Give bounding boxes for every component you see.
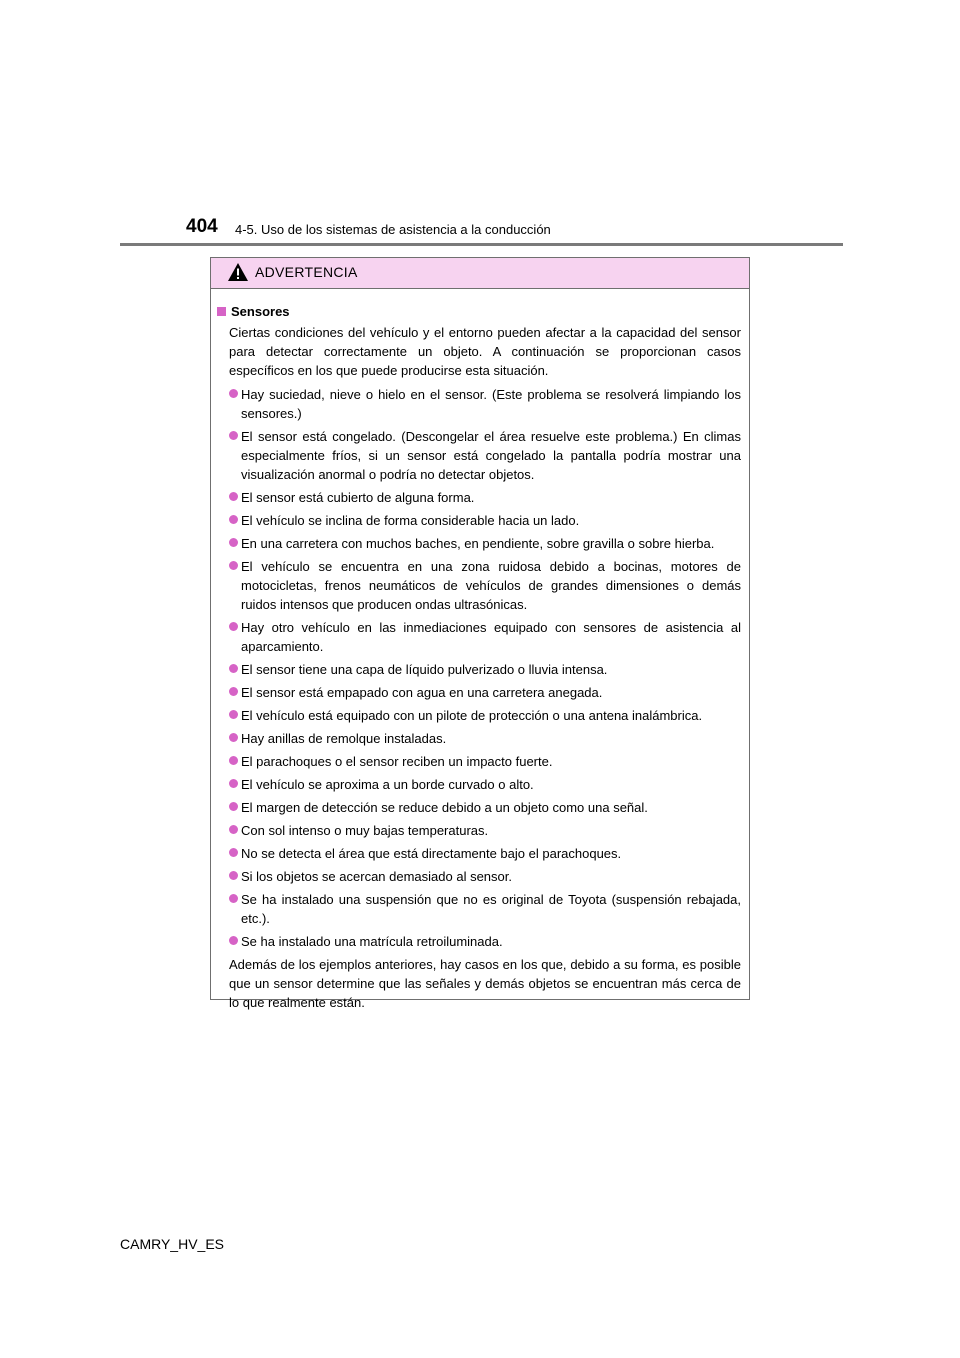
warning-header: [211, 258, 749, 289]
footer-code: CAMRY_HV_ES: [120, 1236, 225, 1252]
list-item-text: El vehículo se aproxima a un borde curvado o alto.: [241, 777, 534, 792]
round-bullet-icon: [229, 538, 238, 547]
list-item: [229, 488, 741, 507]
round-bullet-icon: [229, 710, 238, 719]
round-bullet-icon: [229, 687, 238, 696]
round-bullet-icon: [229, 431, 238, 440]
round-bullet-icon: [229, 515, 238, 524]
section-heading: [217, 302, 741, 321]
warning-box: [210, 257, 750, 1010]
list-item: [229, 385, 741, 423]
intro-paragraph: Ciertas condiciones del vehículo y el entorno pueden afectar a la capacidad del sensor para detectar correctamente un objeto. A continuación se proporcionan casos específicos en los que puede producirse esta situación.: [229, 325, 741, 378]
list-item-text: Si los objetos se acercan demasiado al sensor.: [241, 869, 512, 884]
round-bullet-icon: [229, 894, 238, 903]
list-item-text: El sensor está congelado. (Descongelar el área resuelve este problema.) En climas especialmente fríos, si un sensor está congelado la pantalla podría mostrar una visualización anormal o podría no detectar objetos.: [241, 429, 741, 482]
round-bullet-icon: [229, 389, 238, 398]
round-bullet-icon: [229, 733, 238, 742]
list-item-text: Hay anillas de remolque instaladas.: [241, 731, 447, 746]
list-item-text: Hay otro vehículo en las inmediaciones equipado con sensores de asistencia al aparcamiento.: [241, 620, 741, 654]
list-item: [229, 890, 741, 928]
list-item: [229, 798, 741, 817]
round-bullet-icon: [229, 756, 238, 765]
warning-body: [211, 289, 749, 1012]
list-item: [229, 427, 741, 484]
list-item: [229, 932, 741, 951]
closing-paragraph: Además de los ejemplos anteriores, hay casos en los que, debido a su forma, es posible que un sensor determine que las señales y demás objetos se encuentran más cerca de lo que realmente están.: [229, 957, 741, 1010]
list-item-text: El vehículo se encuentra en una zona ruidosa debido a bocinas, motores de motocicletas, frenos neumáticos de vehículos de grandes dimensiones o demás ruidos intensos que producen ondas ultrasónicas.: [241, 559, 741, 612]
list-item-text: Con sol intenso o muy bajas temperaturas.: [241, 823, 489, 838]
round-bullet-icon: [229, 492, 238, 501]
round-bullet-icon: [229, 936, 238, 945]
list-item-text: El parachoques o el sensor reciben un impacto fuerte.: [241, 754, 553, 769]
round-bullet-icon: [229, 802, 238, 811]
list-item-text: Se ha instalado una suspensión que no es original de Toyota (suspensión rebajada, etc.).: [241, 892, 741, 926]
list-item-text: El vehículo se inclina de forma considerable hacia un lado.: [241, 513, 580, 528]
list-item-text: El sensor está empapado con agua en una carretera anegada.: [241, 685, 603, 700]
list-item-text: El margen de detección se reduce debido a un objeto como una señal.: [241, 800, 648, 815]
warning-triangle-icon: [227, 262, 249, 282]
list-item-text: En una carretera con muchos baches, en pendiente, sobre gravilla o sobre hierba.: [241, 536, 715, 551]
round-bullet-icon: [229, 561, 238, 570]
list-item: [229, 511, 741, 530]
round-bullet-icon: [229, 871, 238, 880]
list-item: [229, 557, 741, 614]
list-item-text: El sensor tiene una capa de líquido pulverizado o lluvia intensa.: [241, 662, 608, 677]
warning-title: ADVERTENCIA: [255, 264, 358, 280]
round-bullet-icon: [229, 779, 238, 788]
list-item: [229, 683, 741, 702]
list-item: [229, 775, 741, 794]
round-bullet-icon: [229, 825, 238, 834]
list-item: [229, 706, 741, 725]
list-item-text: No se detecta el área que está directamente bajo el parachoques.: [241, 846, 622, 861]
header-rule: [120, 243, 843, 246]
square-bullet-icon: [217, 307, 226, 316]
condition-list: [217, 385, 741, 951]
list-item: [229, 729, 741, 748]
section-title: 4-5. Uso de los sistemas de asistencia a la conducción: [235, 222, 551, 237]
round-bullet-icon: [229, 664, 238, 673]
list-item-text: El vehículo está equipado con un pilote de protección o una antena inalámbrica.: [241, 708, 703, 723]
list-item-text: Hay suciedad, nieve o hielo en el sensor. (Este problema se resolverá limpiando los sensores.): [241, 387, 741, 421]
list-item: [229, 752, 741, 771]
list-item: [229, 534, 741, 553]
round-bullet-icon: [229, 848, 238, 857]
heading-text: Sensores: [231, 304, 290, 319]
round-bullet-icon: [229, 622, 238, 631]
list-item: [229, 618, 741, 656]
list-item-text: Se ha instalado una matrícula retroiluminada.: [241, 934, 503, 949]
list-item-text: El sensor está cubierto de alguna forma.: [241, 490, 475, 505]
list-item: [229, 821, 741, 840]
list-item: [229, 844, 741, 863]
list-item: [229, 660, 741, 679]
list-item: [229, 867, 741, 886]
page-number: 404: [186, 216, 218, 237]
